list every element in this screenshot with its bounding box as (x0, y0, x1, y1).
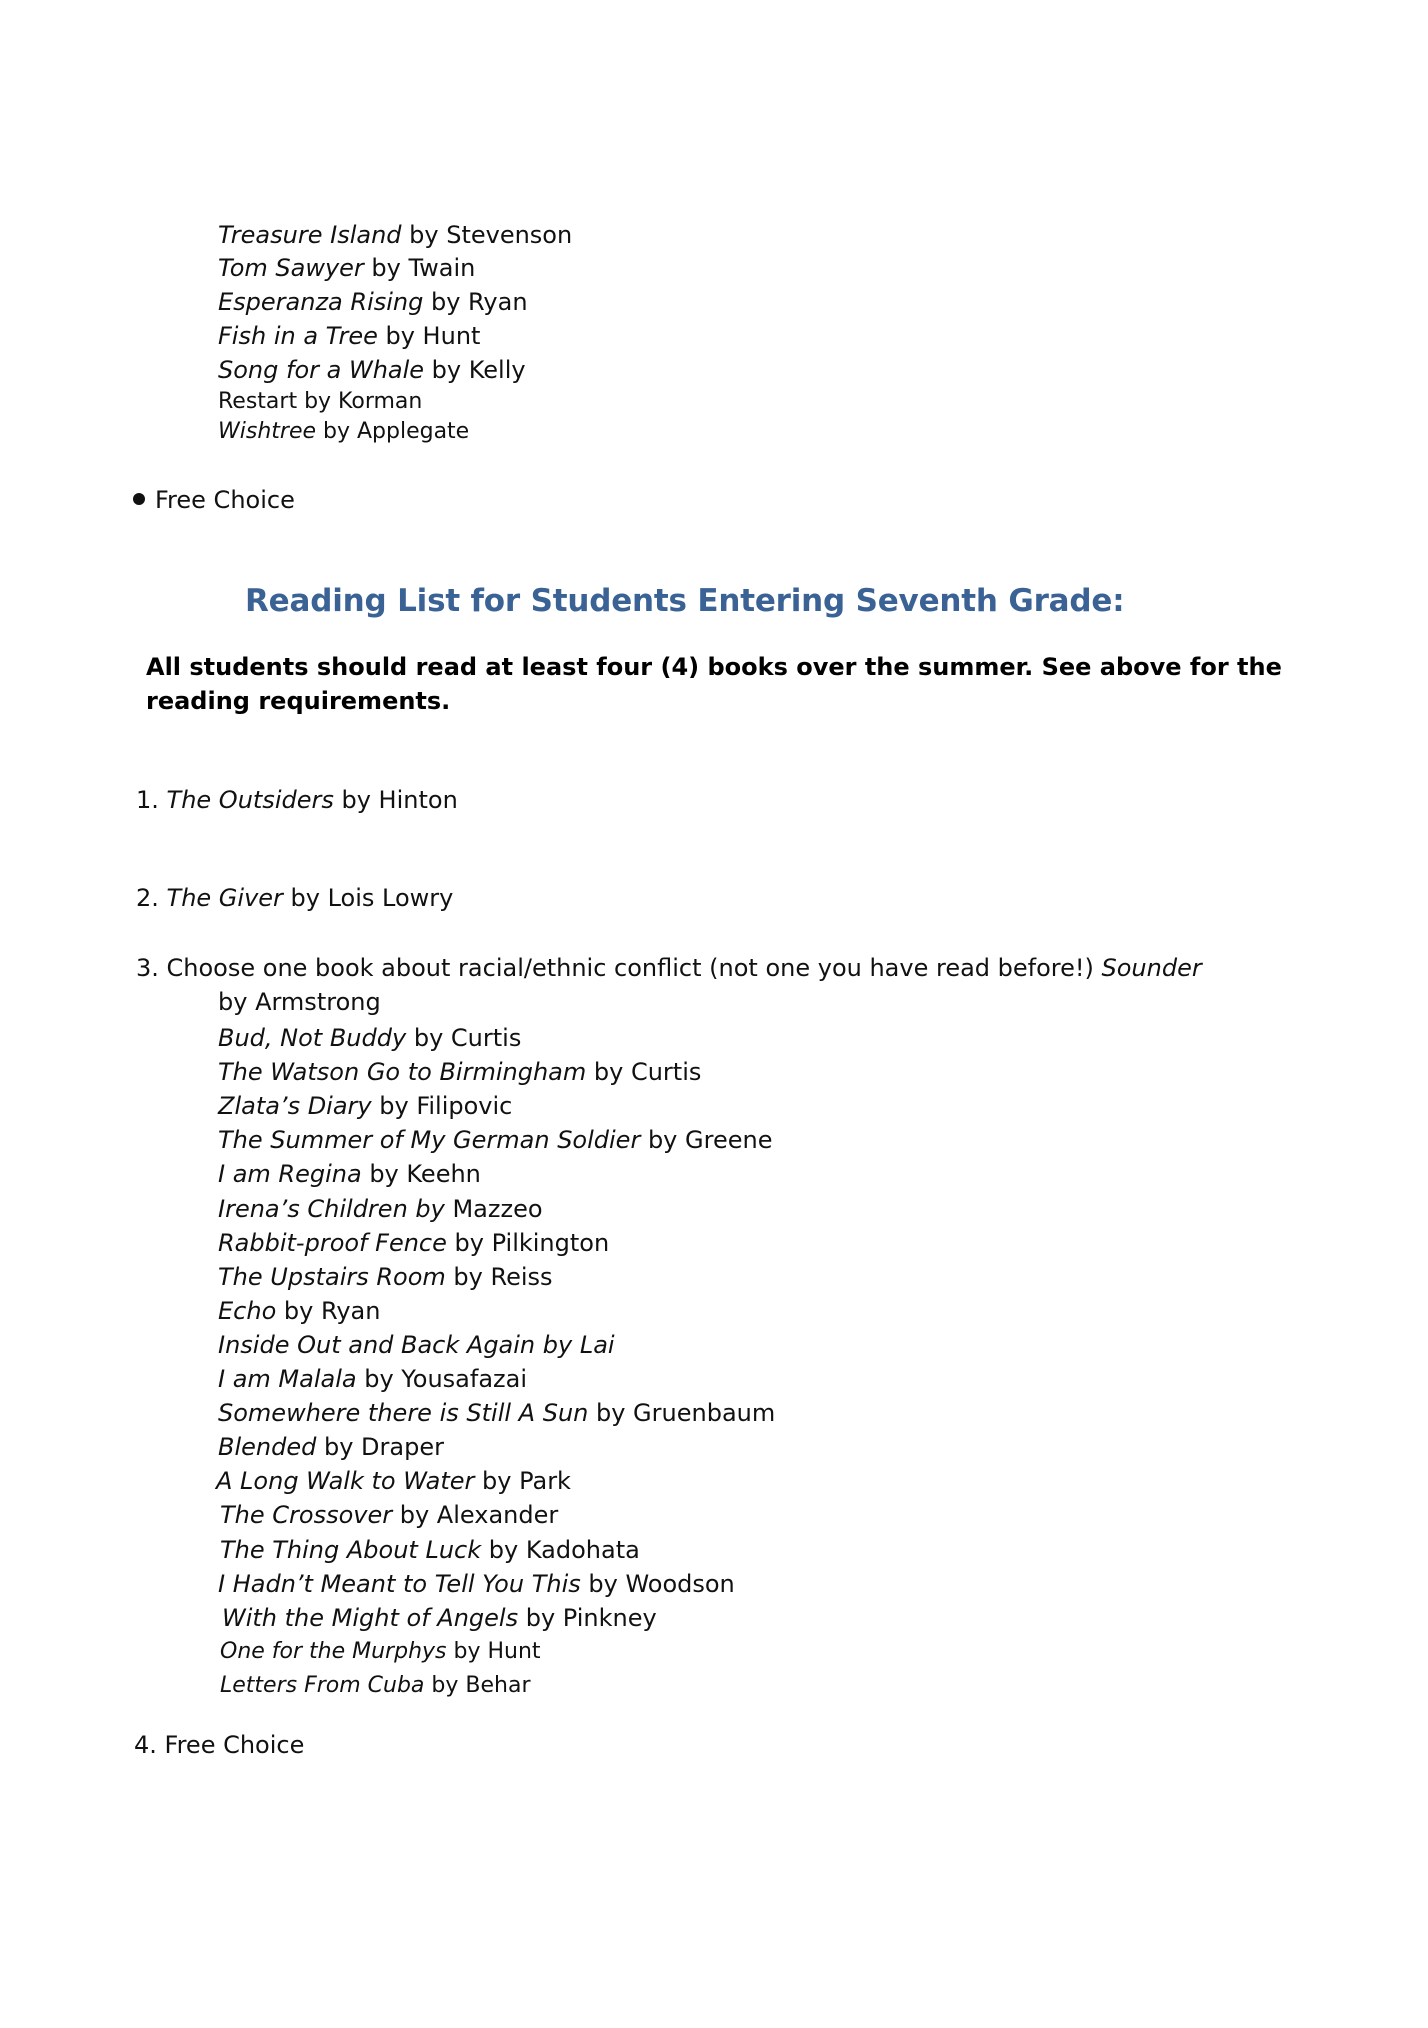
book-title: I am Malala (218, 1365, 357, 1393)
book-author: by Gruenbaum (588, 1399, 776, 1428)
book-title: Echo (218, 1296, 277, 1325)
book-author: by Curtis (406, 1024, 522, 1052)
list-item: Treasure Island by Stevenson (218, 221, 573, 249)
bullet-item-free-choice: Free Choice (133, 485, 295, 515)
book-title: Somewhere there is Still A Sun (218, 1399, 589, 1428)
numbered-item-1: 1. The Outsiders by Hinton (136, 786, 458, 814)
list-item (218, 1296, 380, 1326)
book-title: The Crossover (220, 1501, 393, 1530)
book-author: by Filipovic (371, 1092, 513, 1121)
book-author: by Yousafazai (356, 1365, 527, 1393)
book-author: by Pilkington (446, 1228, 610, 1257)
book-title: The Thing About Luck (220, 1535, 482, 1564)
list-item (218, 1023, 521, 1053)
book-title: Inside Out and Back Again by Lai (218, 1330, 615, 1359)
book-author: by Kadohata (481, 1535, 640, 1564)
numbered-item-3: 3. Choose one book about racial/ethnic conflict (not one you have read before!) Sounder (136, 954, 1202, 982)
book-title: The Watson Go to Birmingham (218, 1058, 587, 1087)
list-item (218, 1057, 701, 1087)
book-title: Blended (218, 1433, 317, 1462)
intro-paragraph: All students should read at least four (4) books over the summer. See above for the reading requirements. (146, 653, 1282, 715)
book-author: by Pinkney (518, 1603, 657, 1632)
list-item: Restart by Korman (218, 389, 423, 414)
list-item: Esperanza Rising by Ryan (218, 288, 528, 316)
book-title: With the Might of Angels (222, 1603, 519, 1632)
list-item: Wishtree by Applegate (218, 419, 470, 444)
list-item (218, 1398, 775, 1428)
book-author: by Greene (640, 1126, 773, 1155)
book-author: by Hunt (446, 1638, 541, 1664)
book-title: Irena’s Children by (218, 1194, 445, 1223)
book-title: Bud, Not Buddy (218, 1024, 407, 1052)
book-author: by Behar (424, 1672, 531, 1698)
list-item: Song for a Whale by Kelly (218, 356, 526, 384)
list-item (218, 1262, 553, 1292)
list-item (220, 1637, 541, 1667)
book-author: by Park (474, 1467, 571, 1496)
book-title: I Hadn’t Meant to Tell You This (218, 1569, 581, 1598)
list-item (218, 1364, 527, 1394)
list-item (220, 1535, 640, 1565)
book-title: Zlata’s Diary (218, 1092, 372, 1121)
numbered-item-3-continued: by Armstrong (218, 988, 381, 1016)
book-title: One for the Murphys (220, 1638, 447, 1664)
list-item (220, 1500, 558, 1530)
list-item: Fish in a Tree by Hunt (218, 322, 481, 350)
list-item (218, 1125, 772, 1155)
book-title: The Summer of My German Soldier (218, 1126, 641, 1155)
list-item (216, 1466, 571, 1496)
list-item (220, 1671, 531, 1701)
book-author: by Keehn (361, 1160, 481, 1189)
book-author: by Draper (316, 1433, 444, 1462)
numbered-item-2: 2. The Giver by Lois Lowry (136, 884, 454, 912)
book-author: by Reiss (445, 1262, 553, 1291)
book-author: by Alexander (392, 1501, 559, 1530)
book-author: by Ryan (276, 1296, 381, 1325)
book-author: by Curtis (586, 1058, 702, 1087)
book-author: Mazzeo (444, 1194, 543, 1223)
list-item (218, 1228, 609, 1258)
list-item (218, 1432, 444, 1462)
bullet-icon (133, 493, 145, 505)
book-title: Letters From Cuba (220, 1672, 425, 1698)
book-title: Rabbit-proof Fence (218, 1228, 447, 1257)
book-title: A Long Walk to Water (216, 1467, 475, 1496)
book-title: I am Regina (218, 1160, 362, 1189)
list-item (218, 1159, 481, 1189)
list-item (222, 1603, 657, 1633)
list-item (218, 1569, 735, 1599)
list-item (218, 1194, 543, 1224)
book-author: by Woodson (580, 1569, 735, 1598)
list-item (218, 1091, 512, 1121)
numbered-item-4: 4. Free Choice (134, 1731, 305, 1759)
book-title: The Upstairs Room (218, 1262, 446, 1291)
list-item (218, 1330, 615, 1360)
page-title: Reading List for Students Entering Seventh Grade: (245, 583, 1125, 619)
list-item: Tom Sawyer by Twain (218, 254, 476, 282)
